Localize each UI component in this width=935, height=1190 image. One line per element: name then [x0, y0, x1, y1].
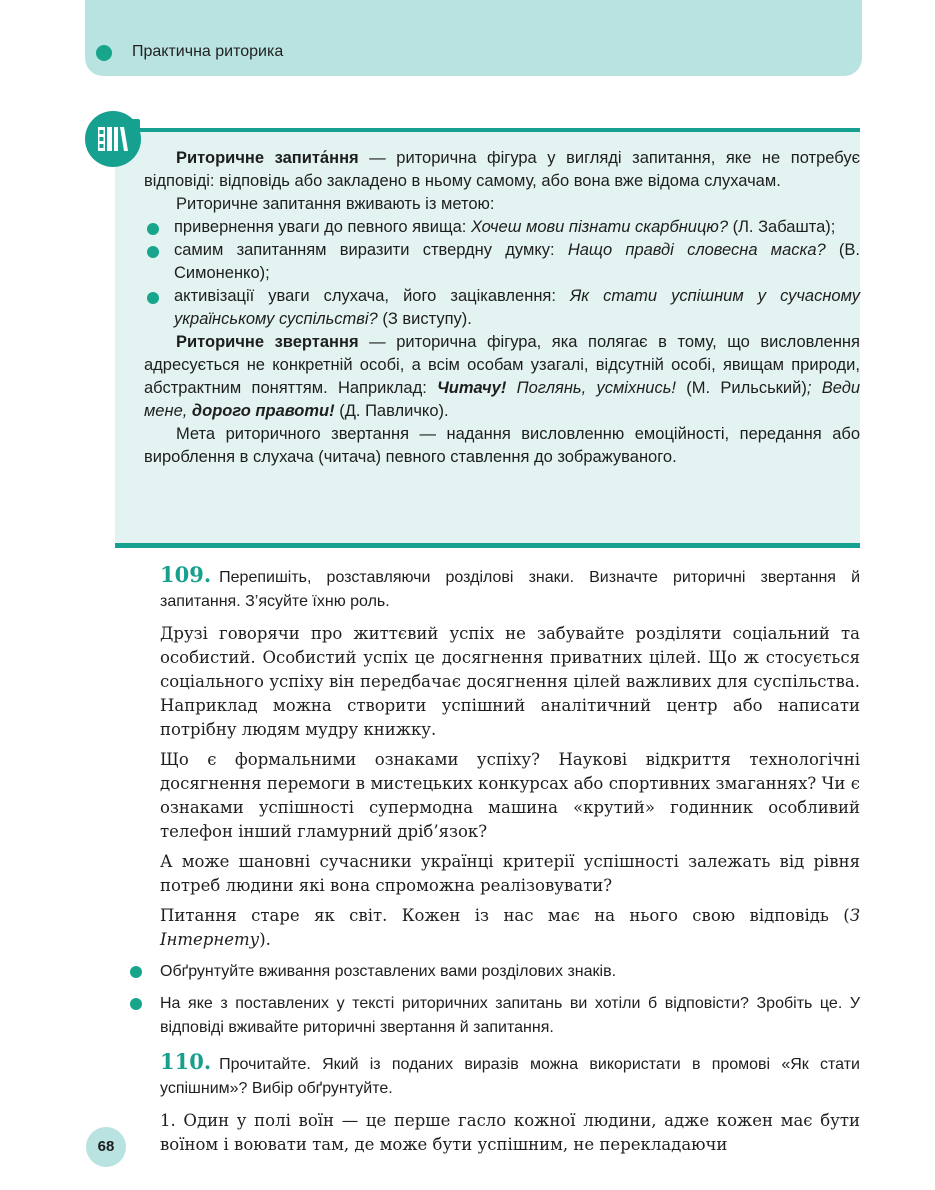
exercise-instruction: Перепишіть, розставляючи розділові знаки. Визначте риторичні звертання й запитання. З’ясуйте їхню роль. — [160, 569, 860, 610]
text-paragraph: 1. Один у полі воїн — це перше гасло кожної людини, адже кожен має бути воїном і воювати там, де може бути успішним, не перекладаючи — [160, 1111, 860, 1154]
example-bold: дорого правоти! — [191, 402, 335, 420]
exercise-instruction: Прочитайте. Який із поданих виразів можна використати в промові «Як стати успішним»? Вибір обґрунтуйте. — [160, 1056, 860, 1097]
usage-intro: Риторичне запитання вживають із метою: — [176, 195, 495, 213]
paragraph-source: З Інтернету — [160, 906, 860, 949]
usage-bullet — [144, 216, 860, 239]
term-rhetorical-address: Риторичне звертання — [176, 333, 359, 351]
bullet-example: Хочеш мови пізнати скарбницю? — [470, 218, 729, 236]
question-text: Обґрунтуйте вживання розставлених вами розділових знаків. — [160, 963, 617, 980]
header-bullet-icon — [96, 45, 112, 61]
bullet-icon — [147, 246, 159, 258]
bullet-source: (З виступу). — [377, 310, 472, 328]
example-source: (Д. Павличко). — [334, 402, 449, 420]
bullet-icon — [147, 292, 159, 304]
usage-bullet — [144, 239, 860, 285]
bullet-example: Як стати успішним у сучасному українському суспільстві? — [174, 287, 860, 328]
bullet-text: привернення уваги до певного явища: — [174, 218, 471, 236]
paragraph-end: ). — [259, 930, 271, 949]
example-italic: ; Веди мене, — [144, 379, 860, 420]
page-number: 68 — [86, 1127, 126, 1167]
example-bold: Читачу! — [437, 379, 507, 397]
page-header — [85, 0, 862, 76]
bullet-source: (В. Симоненко); — [174, 241, 860, 282]
question-text: На яке з поставлених у тексті риторичних запитань ви хотіли б відповісти? Зробіть це. У відповіді вживайте риторичні звертання й запитання. — [160, 995, 860, 1036]
example-source: (М. Рильський) — [675, 379, 807, 397]
exercise-number: 109. — [160, 562, 212, 587]
bullet-text: самим запитанням виразити ствердну думку: — [174, 241, 568, 259]
definition-address — [144, 331, 860, 423]
definition-text: — риторична фігура, яка полягає в тому, що висловлення адресується не конкретній особі, а всім особам узагалі, відсутній особі, явищам природи, абстрактним поняттям. Наприклад: — [144, 333, 860, 397]
text-paragraph: А може шановні сучасники українці критерії успішності залежать від рівня потреб людини які вона спроможна реалізовувати? — [160, 852, 860, 895]
paragraph-text: Питання старе як світ. Кожен із нас має на нього свою відповідь ( — [160, 906, 850, 925]
exercise-number: 110. — [160, 1049, 212, 1074]
bullet-source: (Л. Забашта); — [728, 218, 836, 236]
purpose-paragraph: Мета риторичного звертання — надання висловленню емоційності, передання або вироблення в слухача (читача) певного ставлення до зображуваного. — [144, 425, 860, 466]
question-item — [160, 992, 860, 1040]
definition-text: — риторична фігура у вигляді запитання, яке не потребує відповіді: відповідь або закладено в ньому самому, або вона вже відома слухачам. — [144, 149, 860, 190]
definition-question — [144, 147, 860, 193]
exercise-110-task — [160, 1050, 860, 1101]
example-italic: Поглянь, усміхнись! — [506, 379, 676, 397]
exercise-109-task — [160, 563, 860, 614]
bullet-icon — [130, 966, 142, 978]
text-paragraph: Друзі говорячи про життєвий успіх не забувайте розділяти соціальний та особистий. Особистий успіх це досягнення приватних цілей. Що ж стосується соціального успіху він передбачає досягнення цілей важливих для суспільства. Наприклад можна створити успішний аналітичний центр або написати потрібну людям мудру книжку. — [160, 624, 860, 739]
bullet-text: активізації уваги слухача, його зацікавлення: — [174, 287, 571, 305]
question-item — [160, 960, 860, 984]
theory-text — [144, 147, 860, 469]
text-paragraph — [160, 904, 860, 952]
bullet-icon — [130, 998, 142, 1010]
books-icon — [85, 111, 141, 167]
header-title: Практична риторика — [132, 43, 284, 60]
text-paragraph: Що є формальними ознаками успіху? Наукові відкриття технологічні досягнення перемоги в мистецьких конкурсах або спортивних змаганнях? Чи є ознаками успішності супермодна машина «крутий» годинник особливий телефон інший гламурний дріб’язок? — [160, 750, 860, 841]
term-rhetorical-question: Риторичне запита́ння — [176, 149, 359, 167]
usage-bullet — [144, 285, 860, 331]
bullet-icon — [147, 223, 159, 235]
bullet-example: Нащо правді словесна маска? — [567, 241, 826, 259]
exercises — [160, 563, 860, 1157]
